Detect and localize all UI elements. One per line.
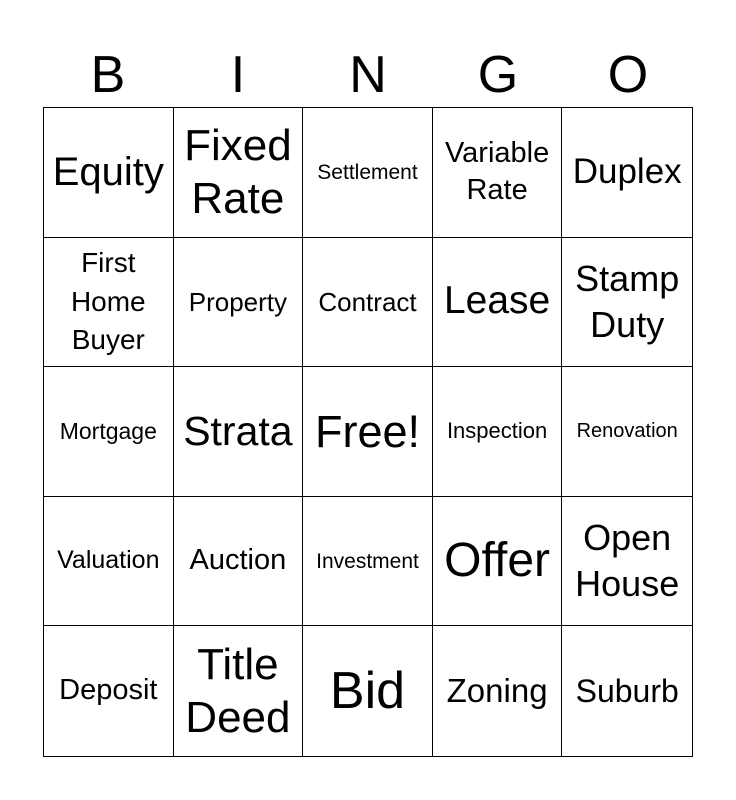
cell-label: Bid bbox=[329, 661, 406, 720]
cell-label: Auction bbox=[189, 544, 287, 577]
bingo-cell[interactable] bbox=[433, 497, 563, 627]
bingo-cell[interactable] bbox=[303, 626, 433, 756]
cell-label: Settlement bbox=[317, 160, 418, 184]
bingo-cell[interactable] bbox=[44, 238, 174, 368]
bingo-cell[interactable] bbox=[44, 626, 174, 756]
cell-label: Variable Rate bbox=[444, 137, 550, 207]
bingo-cell[interactable] bbox=[303, 238, 433, 368]
cell-label: Property bbox=[188, 286, 288, 317]
cell-label: Zoning bbox=[446, 672, 548, 710]
header-letter-i: I bbox=[230, 46, 246, 104]
cell-label: Fixed Rate bbox=[184, 120, 292, 224]
bingo-cell[interactable] bbox=[433, 108, 563, 238]
cell-label: Inspection bbox=[446, 418, 548, 444]
cell-label: Open House bbox=[575, 517, 680, 605]
cell-label: Lease bbox=[443, 279, 551, 323]
bingo-cell[interactable] bbox=[562, 238, 692, 368]
cell-label: Stamp Duty bbox=[575, 257, 680, 345]
bingo-cell[interactable] bbox=[433, 238, 563, 368]
bingo-cell[interactable] bbox=[174, 626, 304, 756]
cell-label: Deposit bbox=[59, 674, 158, 707]
bingo-cell[interactable] bbox=[44, 108, 174, 238]
cell-label: Investment bbox=[316, 549, 419, 573]
free-space-label: Free! bbox=[314, 405, 420, 457]
bingo-cell[interactable] bbox=[433, 367, 563, 497]
bingo-cell[interactable] bbox=[562, 497, 692, 627]
bingo-cell[interactable] bbox=[174, 497, 304, 627]
bingo-cell[interactable] bbox=[44, 497, 174, 627]
cell-label: Renovation bbox=[576, 420, 678, 443]
bingo-header bbox=[43, 42, 693, 108]
cell-label: Suburb bbox=[575, 672, 679, 709]
header-letter-b: B bbox=[90, 46, 126, 104]
bingo-cell[interactable] bbox=[44, 367, 174, 497]
bingo-cell[interactable] bbox=[562, 626, 692, 756]
header-letter-n: N bbox=[349, 46, 387, 104]
cell-label: Strata bbox=[183, 407, 293, 454]
header-letter-g: G bbox=[477, 46, 519, 104]
bingo-board bbox=[43, 107, 693, 757]
cell-label: Contract bbox=[318, 286, 417, 317]
bingo-cell[interactable] bbox=[562, 108, 692, 238]
cell-label: Title Deed bbox=[185, 639, 291, 743]
bingo-cell[interactable] bbox=[174, 238, 304, 368]
bingo-cell free-space[interactable] bbox=[303, 367, 433, 497]
cell-label: Mortgage bbox=[59, 417, 157, 444]
bingo-cell[interactable] bbox=[303, 497, 433, 627]
bingo-cell[interactable] bbox=[174, 108, 304, 238]
cell-label: Duplex bbox=[572, 152, 682, 192]
bingo-cell[interactable] bbox=[433, 626, 563, 756]
cell-label: First Home Buyer bbox=[70, 246, 146, 356]
cell-label: Valuation bbox=[57, 546, 160, 575]
bingo-cell[interactable] bbox=[562, 367, 692, 497]
bingo-cell[interactable] bbox=[174, 367, 304, 497]
cell-label: Equity bbox=[52, 150, 164, 195]
header-letter-o: O bbox=[607, 46, 649, 104]
bingo-cell[interactable] bbox=[303, 108, 433, 238]
cell-label: Offer bbox=[444, 533, 550, 587]
